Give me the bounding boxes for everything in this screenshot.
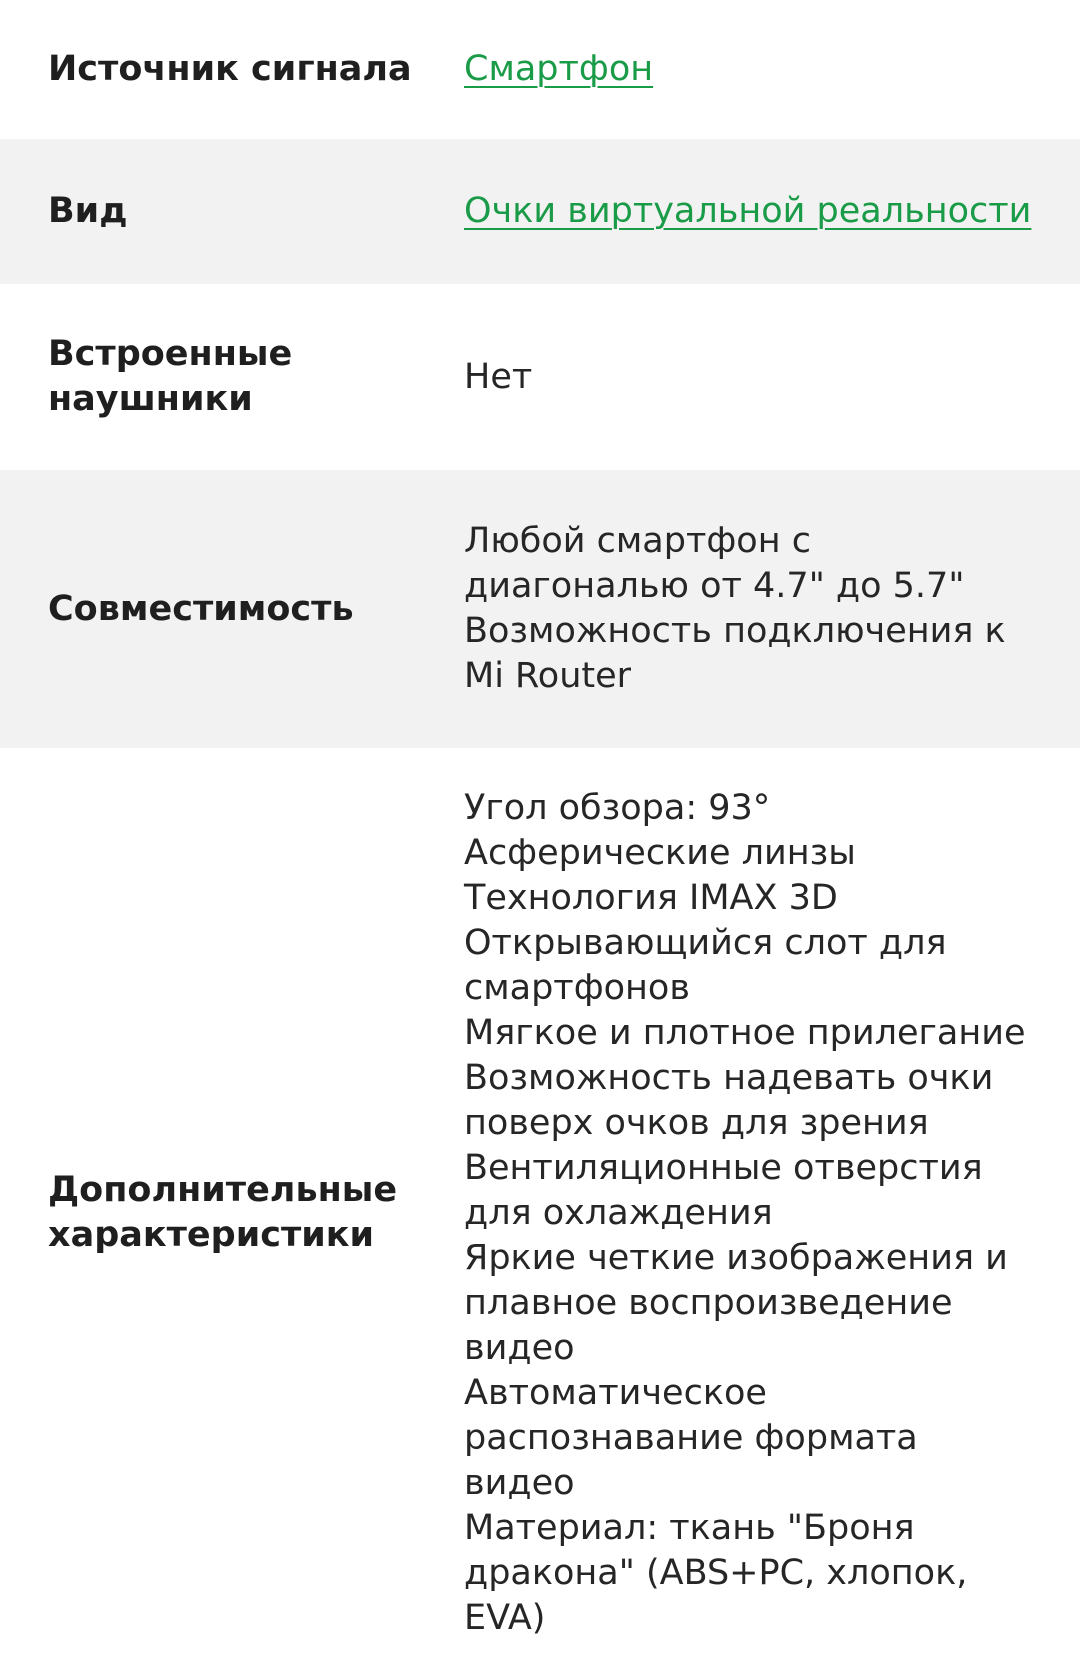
feature-line: Материал: ткань "Броня дракона" (ABS+PC, хлопок, EVA) <box>464 1507 968 1638</box>
feature-line: Асферические линзы <box>464 832 856 873</box>
spec-value <box>464 47 1032 92</box>
spec-row-extra-features <box>0 748 1080 1678</box>
spec-value <box>464 786 1032 1641</box>
type-link[interactable]: Очки виртуальной реальности <box>464 191 1032 231</box>
spec-value <box>464 519 1032 699</box>
compatibility-line: Возможность подключения к Mi Router <box>464 611 1006 696</box>
feature-line: Вентиляционные отверстия для охлаждения <box>464 1147 983 1233</box>
spec-label: Источник сигнала <box>48 49 412 89</box>
signal-source-link[interactable]: Смартфон <box>464 49 654 89</box>
spec-row-compatibility <box>0 470 1080 748</box>
feature-line: Технология IMAX 3D <box>464 877 838 918</box>
compatibility-line: Любой смартфон с диагональю от 4.7" до 5.7" <box>464 521 965 606</box>
feature-line: Открывающийся слот для смартфонов <box>464 922 947 1008</box>
feature-line: Угол обзора: 93° <box>464 787 771 828</box>
spec-value <box>464 189 1032 234</box>
spec-value: Нет <box>464 356 533 397</box>
spec-label: Встроенные наушники <box>48 334 293 419</box>
spec-row-type <box>0 139 1080 284</box>
spec-label: Совместимость <box>48 588 354 629</box>
feature-line: Мягкое и плотное прилегание <box>464 1012 1026 1053</box>
feature-line: Возможность надевать очки поверх очков для зрения <box>464 1057 994 1143</box>
spec-label: Вид <box>48 191 128 231</box>
spec-row-headphones <box>0 284 1080 470</box>
feature-line: Яркие четкие изображения и плавное воспроизведение видео <box>464 1237 1008 1368</box>
feature-line: Автоматическое распознавание формата видео <box>464 1372 918 1503</box>
spec-row-signal-source <box>0 0 1080 139</box>
spec-label: Дополнительные характеристики <box>48 1170 398 1255</box>
